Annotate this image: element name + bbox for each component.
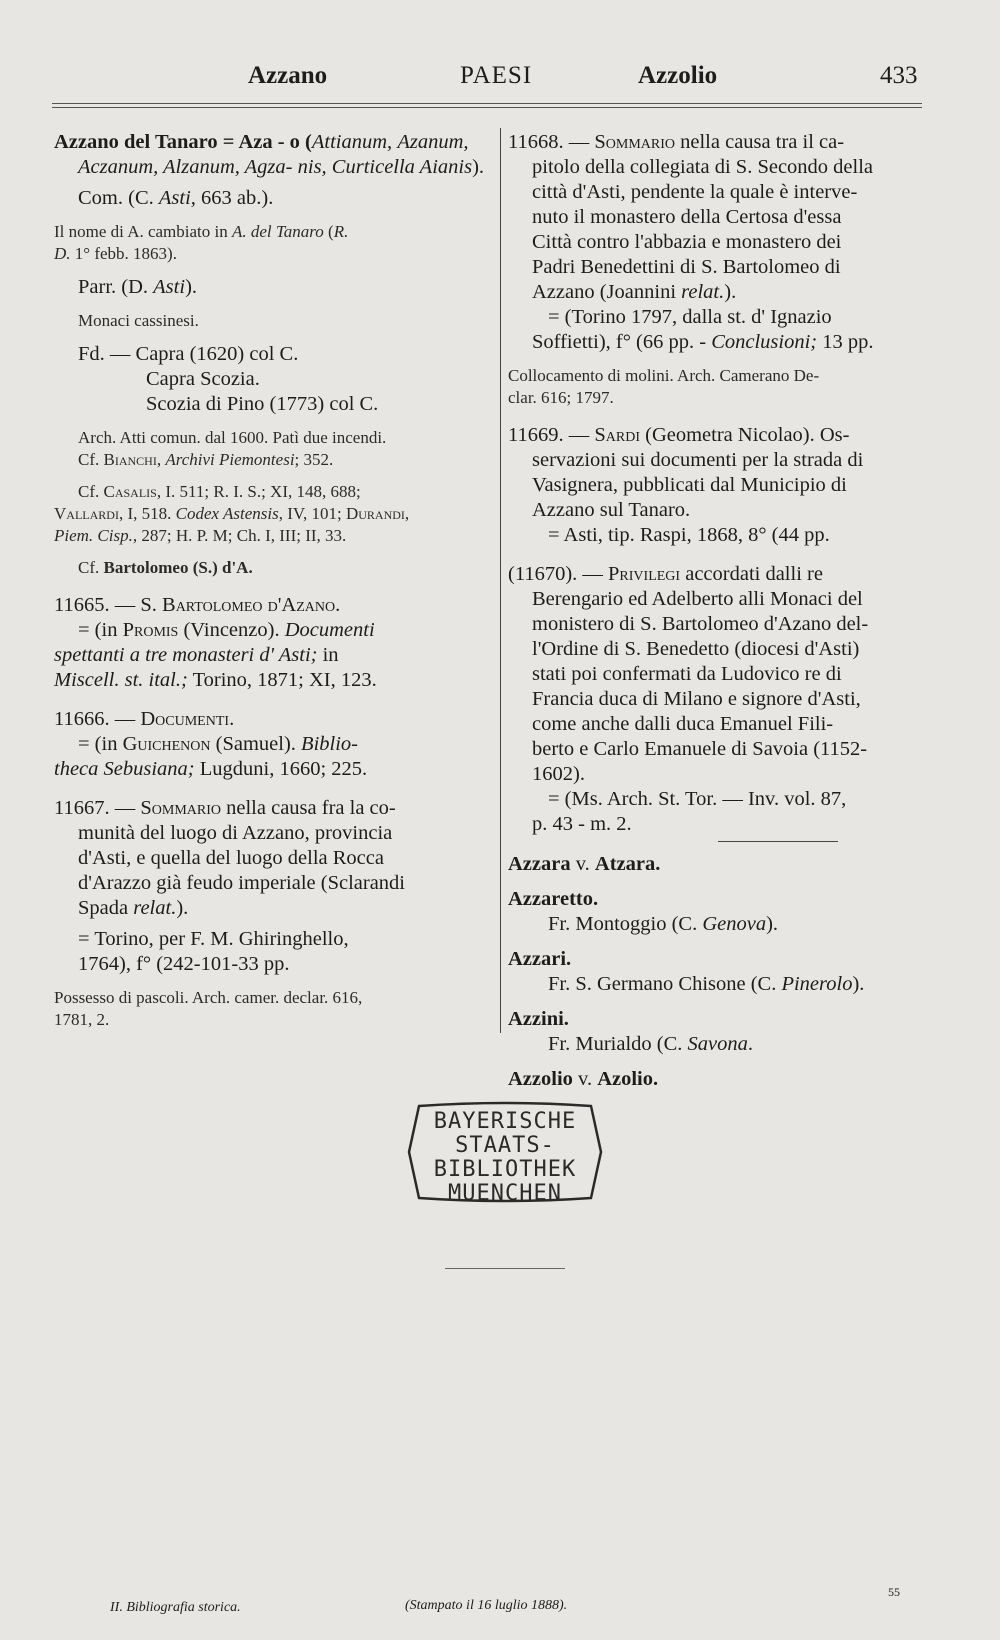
monaci-line: Monaci cassinesi. [78, 311, 199, 330]
text: A. del Tanaro [232, 222, 324, 241]
entry-11668-line: Città contro l'abbazia e monastero dei [532, 231, 842, 253]
footer-section: II. Bibliografia storica. [110, 1600, 241, 1615]
fd-line-3: Scozia di Pino (1773) col C. [146, 393, 379, 415]
entry-azzini-fr [508, 1032, 928, 1057]
text: Fr. Montoggio (C. [548, 913, 703, 935]
text: theca Sebusiana; [54, 758, 195, 780]
text: ). [176, 897, 189, 919]
entry-11668-imprint: = (Torino 1797, dalla st. d' Ignazio [548, 306, 832, 328]
entry-11668-line: città d'Asti, pendente la quale è interve- [532, 181, 858, 203]
text: ). [724, 281, 737, 303]
text: Piem. Cisp. [54, 526, 133, 545]
nome-note [54, 221, 490, 265]
text: Sommario [140, 797, 222, 819]
entry-11668 [508, 130, 928, 155]
fd-line-1: Fd. — Capra (1620) col C. [78, 343, 299, 365]
header-center-word: PAESI [460, 62, 533, 89]
entry-11668-note: clar. 616; 1797. [508, 388, 614, 407]
entry-11667-line: d'Arazzo già feudo imperiale (Sclarandi [78, 872, 405, 894]
text: 11666. — [54, 708, 141, 730]
text: Archivi Piemontesi [165, 450, 295, 469]
text: Genova [702, 913, 767, 935]
text: ; 352. [294, 450, 334, 469]
text: Torino, 1871; XI, 123. [187, 669, 377, 691]
left-column [54, 130, 490, 1031]
header-right-word: Azzolio [638, 62, 718, 89]
text: , I. 511; R. I. S.; XI, 148, 688; [156, 482, 361, 501]
text: spettanti a tre monasteri d' Asti; [54, 644, 318, 666]
text: Bartolomeo d'Azano [162, 594, 336, 616]
text: (Samuel). [210, 733, 302, 755]
text: 11667. — [54, 797, 141, 819]
text: Miscell. st. ital.; [54, 669, 188, 691]
entry-11670-line: Francia duca di Milano e signore d'Asti, [532, 688, 861, 710]
text: 11669. — [508, 424, 595, 446]
text: v. [572, 1068, 598, 1090]
text: 11668. — [508, 131, 595, 153]
headword: Azzara [508, 853, 571, 875]
right-column [508, 130, 928, 1092]
entry-11668-line: Padri Benedettini di S. Bartolomeo di [532, 256, 841, 278]
entry-11666 [54, 707, 490, 732]
text: Cf. [78, 558, 104, 577]
text: , IV, 101; [278, 504, 346, 523]
entry-11667-note: Possesso di pascoli. Arch. camer. declar. 616, [54, 988, 363, 1007]
library-stamp [405, 1098, 605, 1206]
text: Fr. Murialdo (C. [548, 1033, 688, 1055]
title-text: nis, Curticella Aianis [297, 156, 473, 178]
entry-11670-line: stati poi confermati da Ludovico re di [532, 663, 842, 685]
com-line [54, 186, 490, 211]
entry-azzini [508, 1007, 928, 1032]
entry-11670-line: Berengario ed Adelberto alli Monaci del [532, 588, 863, 610]
text: ( [323, 222, 334, 241]
entry-11665-ref [54, 643, 490, 668]
title-text: Attianum, [311, 131, 393, 153]
text: = (in [78, 619, 123, 641]
text: Biblio- [301, 733, 358, 755]
headword: Azzaretto. [508, 888, 599, 910]
author: Promis [122, 619, 179, 641]
text: 663 ab.). [195, 187, 274, 209]
header-rule-top [52, 103, 922, 104]
text: , [156, 450, 166, 469]
text: Parr. (D. [78, 276, 154, 298]
author: Bianchi [103, 450, 157, 469]
author: Guichenon [122, 733, 211, 755]
entry-11670-imprint: = (Ms. Arch. St. Tor. — Inv. vol. 87, [548, 788, 847, 810]
entry-11667-line: d'Asti, e quella del luogo della Rocca [78, 847, 384, 869]
text: Bartolomeo (S.) d'A. [103, 558, 253, 577]
entry-11669 [508, 423, 928, 448]
stamp-underline [445, 1268, 565, 1269]
stamp-line: BAYERISCHE [433, 1109, 577, 1134]
entry-11669-line: Azzano sul Tanaro. [532, 499, 691, 521]
text: Fr. S. Germano Chisone (C. [548, 973, 782, 995]
text: accordati dalli re [680, 563, 823, 585]
text: R. [333, 222, 349, 241]
entry-11668-imprint [508, 330, 928, 355]
text: (Vincenzo). [178, 619, 285, 641]
stamp-line: STAATS- [455, 1133, 555, 1158]
text: Codex Astensis [175, 504, 279, 523]
cf-bartolomeo [54, 557, 490, 579]
entry-11670-line: 1602). [532, 763, 585, 785]
text: nella causa tra il ca- [675, 131, 845, 153]
header-rule-bottom [52, 107, 922, 108]
cf-bianchi [54, 449, 490, 471]
entry-11667-note: 1781, 2. [54, 1010, 110, 1029]
text: Asti [153, 276, 186, 298]
arch-line: Arch. Atti comun. dal 1600. Patì due incendi. [78, 428, 387, 447]
header-left-word: Azzano [248, 62, 328, 89]
text: Documenti [284, 619, 375, 641]
text: Spada [78, 897, 134, 919]
text: = (in [78, 733, 123, 755]
text: , [404, 504, 410, 523]
entry-11668-line [508, 280, 928, 305]
entry-11667-imprint: 1764), f° (242-101-33 pp. [78, 953, 290, 975]
text: Privilegi [608, 563, 681, 585]
text: Azzano (Joannini [532, 281, 682, 303]
entry-11668-note: Collocamento di molini. Arch. Camerano De- [508, 366, 820, 385]
text: ). [185, 276, 198, 298]
entry-11669-line: Vasignera, pubblicati dal Municipio di [532, 474, 847, 496]
column-separator [500, 128, 501, 1033]
text: . [335, 594, 341, 616]
entry-11665-ref [54, 618, 490, 643]
entry-11667-line: munità del luogo di Azzano, provincia [78, 822, 393, 844]
text: , 287; H. P. M; Ch. I, III; II, 33. [132, 526, 347, 545]
fd-line-2: Capra Scozia. [146, 368, 260, 390]
entry-11670-imprint: p. 43 - m. 2. [532, 813, 632, 835]
entry-11666-ref [54, 732, 490, 757]
entry-11670-line: l'Ordine di S. Benedetto (diocesi d'Asti) [532, 638, 860, 660]
author: Casalis [103, 482, 157, 501]
text: . [747, 1033, 754, 1055]
entry-11668-line: nuto il monastero della Certosa d'essa [532, 206, 842, 228]
entry-11666-ref [54, 757, 490, 782]
stamp-text [405, 1098, 605, 1206]
footer-print-date: (Stampato il 16 luglio 1888). [405, 1598, 568, 1613]
entry-11669-line: servazioni sui documenti per la strada di [532, 449, 864, 471]
text: Asti, [158, 187, 196, 209]
entry-11670 [508, 562, 928, 587]
entry-azzano-title [54, 130, 490, 180]
running-header [0, 62, 1000, 102]
entry-azzara [508, 852, 928, 877]
title-text: Azzano del Tanaro = Aza - o ( [54, 131, 312, 153]
entry-11670-line: berto e Carlo Emanuele di Savoia (1152- [532, 738, 868, 760]
entry-azzari [508, 947, 928, 972]
text: v. [570, 853, 595, 875]
text: Azolio. [597, 1068, 659, 1090]
text: ). [766, 913, 779, 935]
entry-azzaretto [508, 887, 928, 912]
text: Lugduni, 1660; 225. [194, 758, 368, 780]
text: ). [852, 973, 865, 995]
entry-11670-line: come anche dalli duca Emanuel Fili- [532, 713, 834, 735]
text: Soffietti), f° (66 pp. - [532, 331, 712, 353]
headword: Azzolio [508, 1068, 573, 1090]
entry-11669-imprint: = Asti, tip. Raspi, 1868, 8° (44 pp. [548, 524, 830, 546]
entry-azzolio [508, 1067, 928, 1092]
footer-signature: 55 [888, 1585, 900, 1599]
text: nella causa fra la co- [221, 797, 396, 819]
headword: Azzini. [508, 1008, 569, 1030]
entry-11668-line: pitolo della collegiata di S. Secondo della [532, 156, 874, 178]
text: Conclusioni; [711, 331, 818, 353]
headword: Azzari. [508, 948, 572, 970]
section-rule [718, 841, 838, 842]
text: , I, 518. [118, 504, 176, 523]
entry-11667-line [54, 896, 490, 921]
entry-11670-line: monistero di S. Bartolomeo d'Azano del- [532, 613, 869, 635]
text: Atzara. [594, 853, 661, 875]
text: 1° febb. 1863). [70, 244, 177, 263]
entry-11667-imprint: = Torino, per F. M. Ghiringhello, [78, 928, 349, 950]
parr-line [54, 275, 490, 300]
author: Sardi [594, 424, 640, 446]
entry-azzaretto-fr [508, 912, 928, 937]
text: relat. [681, 281, 725, 303]
text: Com. (C. [78, 187, 159, 209]
text: 11665. — S. [54, 594, 163, 616]
entry-11665 [54, 593, 490, 618]
text: 13 pp. [817, 331, 874, 353]
text: . [229, 708, 235, 730]
text: (11670). — [508, 563, 609, 585]
text: Il nome di A. cambiato in [54, 222, 232, 241]
entry-11665-ref [54, 668, 490, 693]
title-text: Azanum, Aczanum, Alzanum, Agza- [78, 131, 469, 178]
text: relat. [133, 897, 177, 919]
stamp-line: MUENCHEN [448, 1181, 562, 1206]
entry-azzari-fr [508, 972, 928, 997]
title-text: ). [472, 156, 485, 178]
text: in [317, 644, 339, 666]
page-number: 433 [880, 62, 918, 89]
stamp-line: BIBLIOTHEK [433, 1157, 577, 1182]
text: Pinerolo [781, 973, 853, 995]
entry-11667 [54, 796, 490, 821]
text: Documenti [140, 708, 230, 730]
text: Cf. [78, 450, 104, 469]
text: D. [54, 244, 71, 263]
text: Savona [687, 1033, 748, 1055]
text: (Geometra Nicolao). Os- [640, 424, 850, 446]
author: Vallardi [54, 504, 119, 523]
author: Durandi [345, 504, 405, 523]
text: Sommario [594, 131, 676, 153]
cf-casalis [54, 481, 490, 547]
text: Cf. [78, 482, 104, 501]
